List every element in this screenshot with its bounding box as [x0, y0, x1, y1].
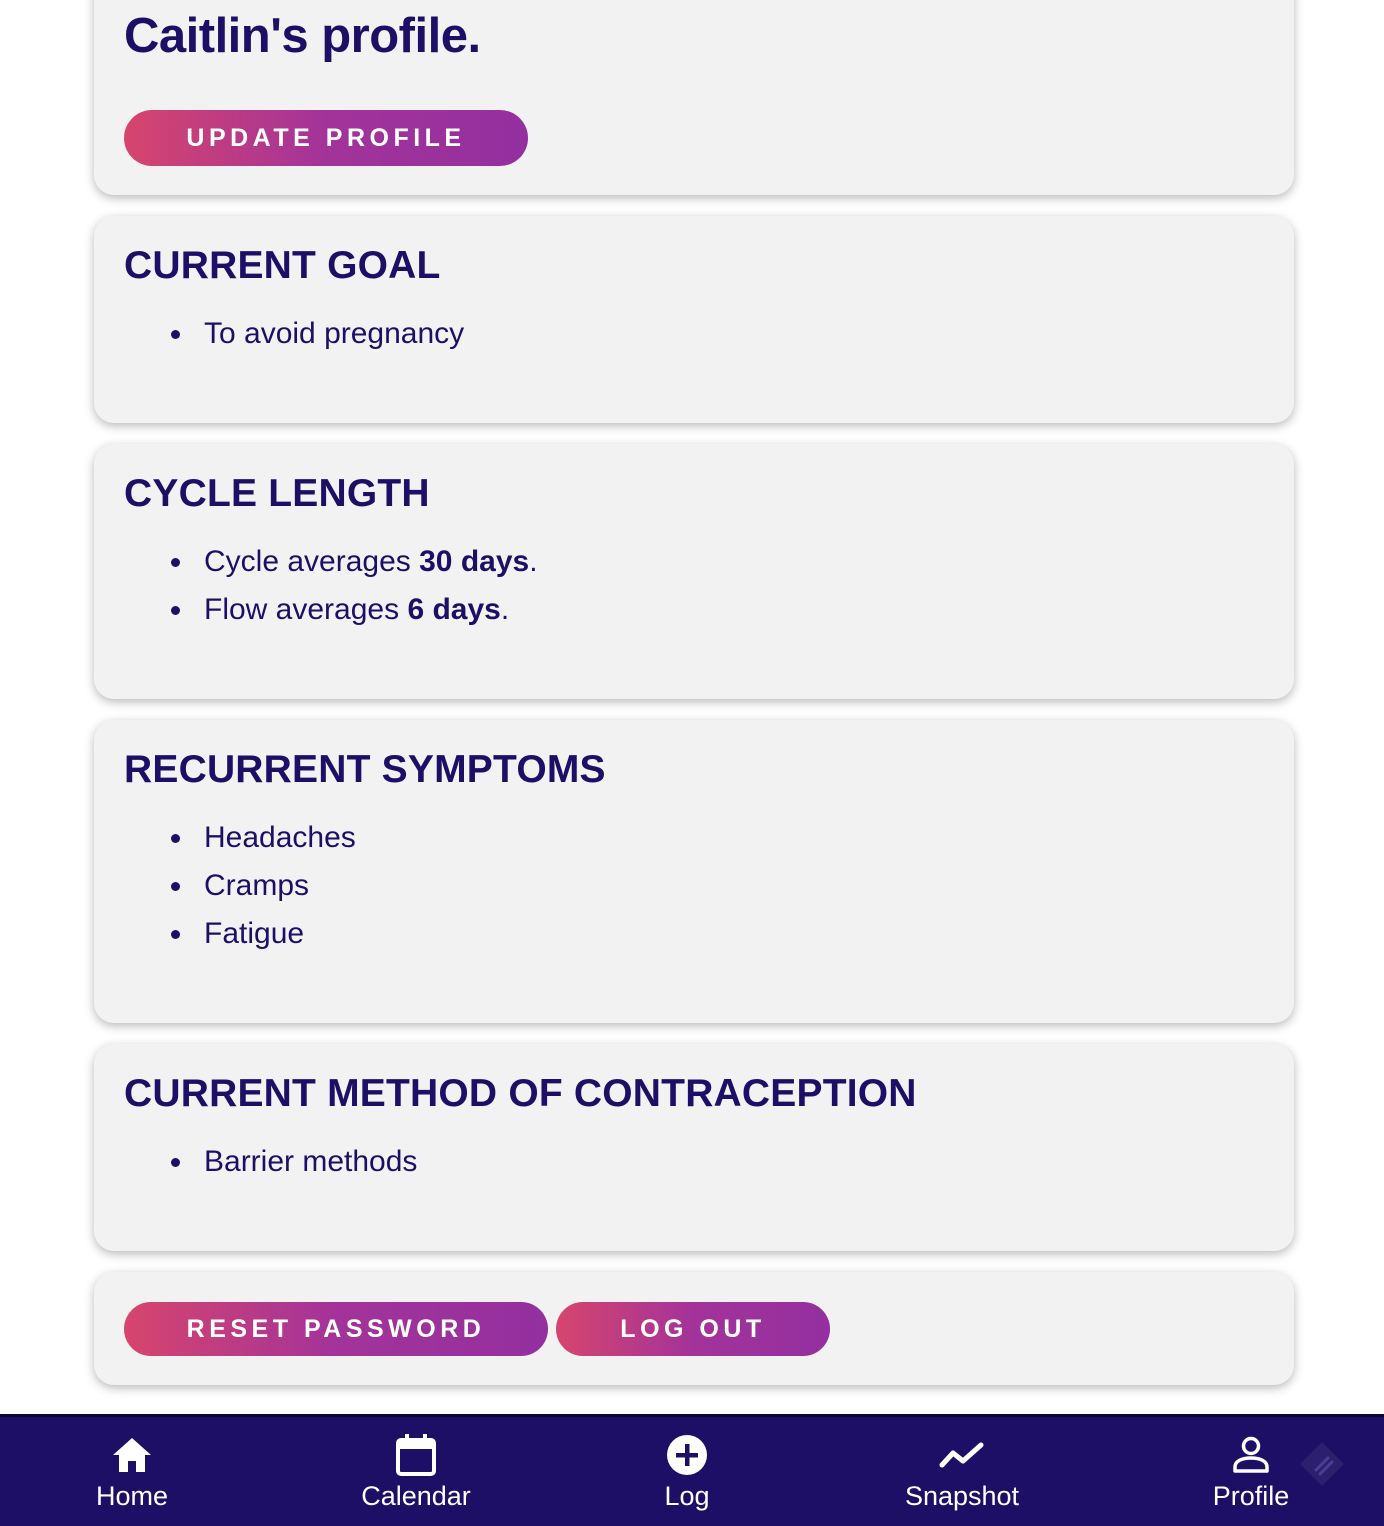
- cycle-length-heading: CYCLE LENGTH: [124, 472, 430, 515]
- nav-item-log[interactable]: [577, 1417, 797, 1526]
- current-goal-heading: CURRENT GOAL: [124, 244, 441, 287]
- list-item: To avoid pregnancy: [124, 310, 1264, 358]
- floating-helper-button[interactable]: [1298, 1440, 1346, 1488]
- contraception-heading: CURRENT METHOD OF CONTRACEPTION: [124, 1072, 917, 1115]
- nav-item-snapshot[interactable]: [852, 1417, 1072, 1526]
- nav-label-profile: Profile: [1212, 1481, 1290, 1511]
- account-actions-card: [94, 1272, 1294, 1385]
- trend-line-icon: [939, 1433, 985, 1477]
- list-item: Headaches: [124, 814, 1264, 862]
- recurrent-symptoms-list: [124, 814, 1264, 958]
- cycle-average-prefix: Cycle averages: [204, 545, 420, 578]
- flow-average-item: [124, 586, 1264, 634]
- home-icon: [111, 1433, 153, 1477]
- recurrent-symptoms-card: [94, 720, 1294, 1023]
- calendar-icon: [395, 1433, 437, 1477]
- cycle-average-value: 30 days: [419, 545, 530, 578]
- cycle-average-item: [124, 538, 1264, 586]
- nav-item-calendar[interactable]: [306, 1417, 526, 1526]
- profile-header-card: [94, 0, 1294, 195]
- update-profile-button[interactable]: UPDATE PROFILE: [124, 110, 528, 166]
- nav-label-snapshot: Snapshot: [904, 1481, 1020, 1511]
- list-item: Fatigue: [124, 910, 1264, 958]
- bottom-nav-bar: [0, 1414, 1384, 1526]
- cycle-average-suffix: .: [529, 545, 538, 578]
- flow-average-value: 6 days: [407, 593, 501, 626]
- nav-label-log: Log: [664, 1481, 710, 1511]
- diamond-icon: [1298, 1475, 1346, 1492]
- current-goal-list: [124, 310, 1264, 358]
- contraception-list: [124, 1138, 1264, 1186]
- contraception-card: [94, 1044, 1294, 1251]
- plus-circle-icon: [666, 1433, 708, 1477]
- current-goal-card: [94, 216, 1294, 423]
- reset-password-button[interactable]: RESET PASSWORD: [124, 1302, 548, 1356]
- page-title: Caitlin's profile.: [124, 9, 481, 63]
- recurrent-symptoms-heading: RECURRENT SYMPTOMS: [124, 748, 606, 791]
- cycle-length-card: [94, 444, 1294, 699]
- nav-item-home[interactable]: [22, 1417, 242, 1526]
- cycle-length-list: [124, 538, 1264, 634]
- list-item: Barrier methods: [124, 1138, 1264, 1186]
- flow-average-suffix: .: [500, 593, 510, 626]
- nav-label-home: Home: [95, 1481, 169, 1511]
- nav-label-calendar: Calendar: [361, 1481, 471, 1511]
- log-out-button[interactable]: LOG OUT: [556, 1302, 830, 1356]
- list-item: Cramps: [124, 862, 1264, 910]
- flow-average-prefix: Flow averages: [204, 593, 408, 626]
- person-icon: [1232, 1433, 1270, 1477]
